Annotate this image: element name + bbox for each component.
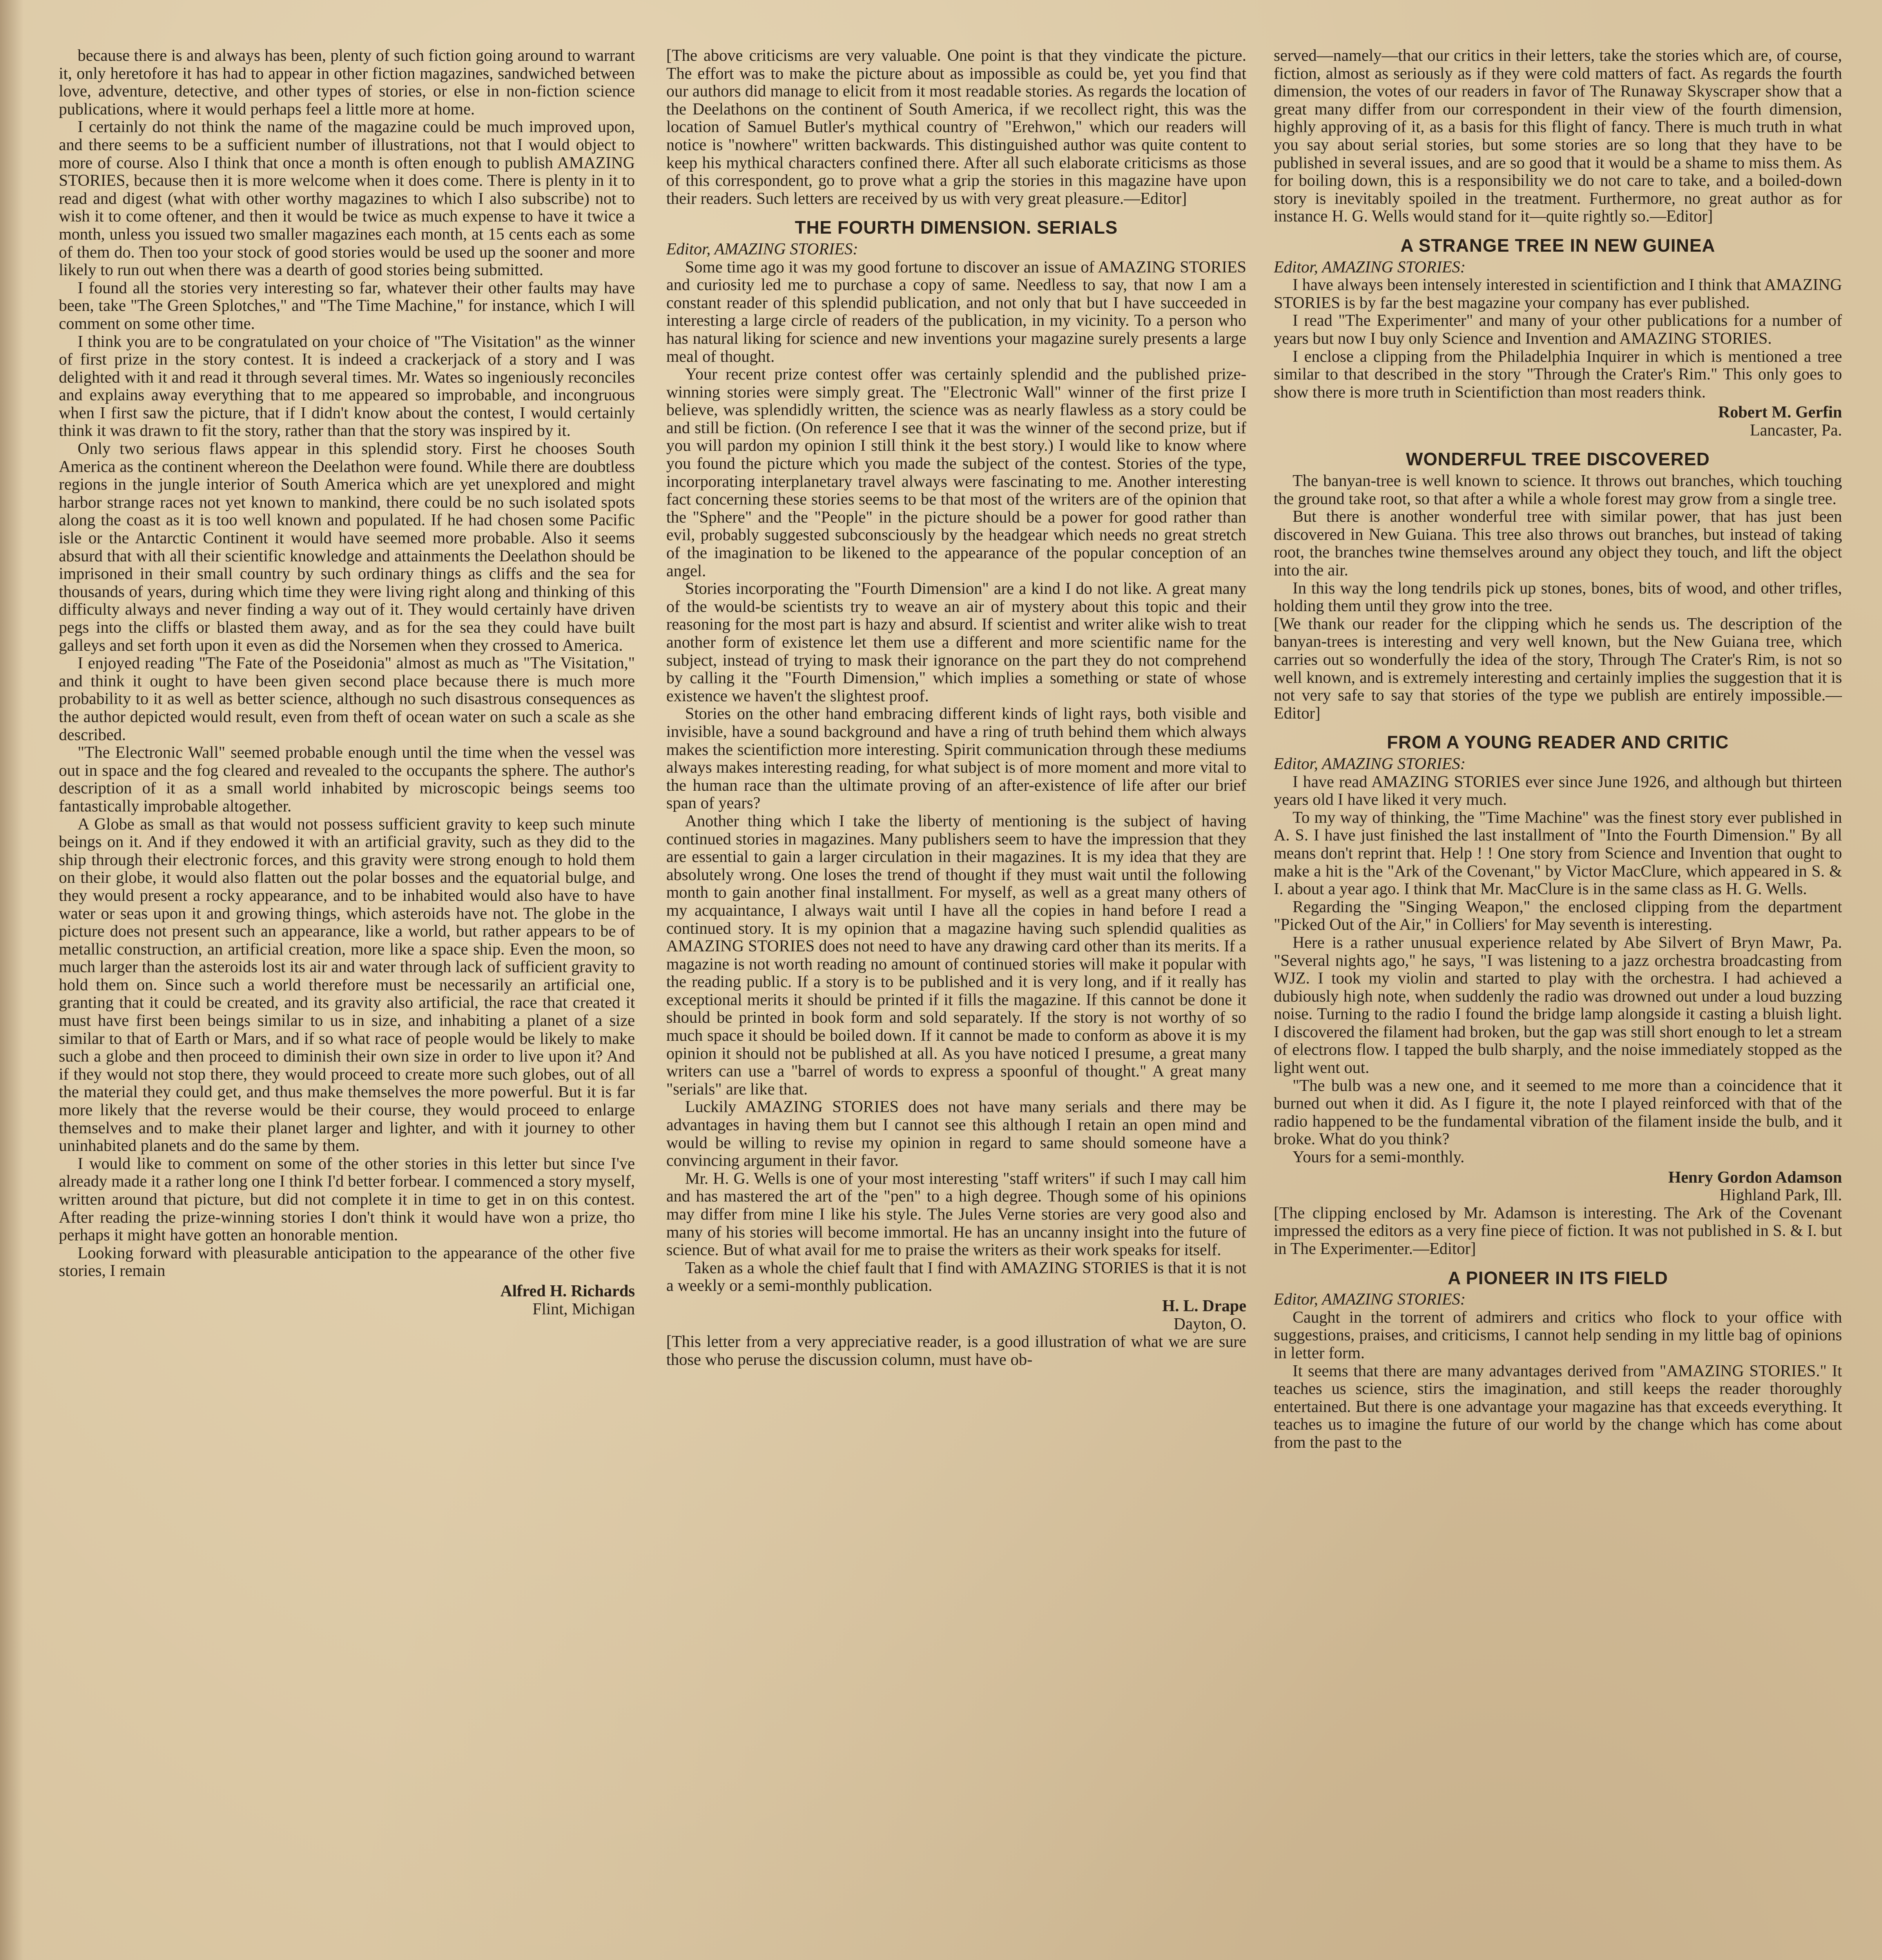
column-left [59, 47, 635, 1960]
letter-paragraph: I certainly do not think the name of the magazine could be much improved upon, and there seems to be a sufficient number of illustrations, not that I would object to more of course. Also I think that once a month is often enough to publish AMAZING STORIES, because then it is more welcome when it does come. There is plenty in it to read and digest (what with other worthy magazines to which I also subscribe) not to wish it to come oftener, and then it would be twice as much expense to have it twice a month, unless you issued two smaller magazines each month, at 15 cents each as some of them do. Then too your stock of good stories would be used up the sooner and more likely to run out when there was a dearth of good stories being submitted. [59, 118, 635, 279]
column-middle [666, 47, 1246, 1960]
section-heading: A STRANGE TREE IN NEW GUINEA [1400, 235, 1715, 256]
letter-paragraph: I enclose a clipping from the Philadelphia Inquirer in which is mentioned a tree similar to that described in the story "Through the Crater's Rim." This only goes to show there is more truth in Scientifiction than most readers think. [1274, 347, 1842, 401]
letter-paragraph: Your recent prize contest offer was certainly splendid and the published prize-winning stories were simply great. The "Electronic Wall" winner of the first prize I believe, was splendidly written, the science was as nearly flawless as a story could be and still be fiction. (On reference I see that it was the winner of the second prize, but if you will pardon my opinion I still think it the best story.) I would like to know where you found the picture which you made the subject of the contest. Stories of the type, incorporating interplanetary travel always were fascinating to me. Another interesting fact concerning these stories seems to be that most of the writers are of the opinion that the "Sphere" and the "People" in the picture should be a power for good rather than evil, probably suggested subconsciously by the headgear which needs no great stretch of the imagination to be likened to the appearance of the popular conception of an angel. [666, 365, 1246, 580]
letter-paragraph: A Globe as small as that would not possess sufficient gravity to keep such minute beings on it. And if they endowed it with an artificial gravity, such as they did to the ship through their electronic forces, and this gravity were strong enough to hold them on their globe, it would also flatten out the polar bosses and the equatorial bulge, and they would present a rocky appearance, and to be inhabited would also have to have water or seas upon it and growing things, which asteroids have not. The globe in the picture does not present such an appearance, like a world, but rather appears to be of metallic construction, an artificial creation, more like a space ship. Even the moon, so much larger than the asteroids lost its air and water through lack of sufficient gravity to hold them on. Since such a world therefore must be necessarily an artificial one, granting that it could be created, and its gravity also artificial, the race that created it must have first been beings similar to us in size, and inhabiting a planet of a size similar to that of Earth or Mars, and if so what race of people would be likely to make such a globe and then proceed to diminish their own size in order to live upon it? And if they would not stop there, they would proceed to create more such globes, out of all the material they could get, and thus make themselves the more powerful. But it is far more likely that the reverse would be their course, they would proceed to enlarge themselves and to make their planet larger and lighter, and with it journey to other uninhabited planets and do the same by them. [59, 815, 635, 1155]
letter-location: Lancaster, Pa. [1750, 421, 1842, 439]
letter-paragraph: The banyan-tree is well known to science. It throws out branches, which touching the ground take root, so that after a while a whole forest may grow from a single tree. [1274, 472, 1842, 508]
editor-salutation: Editor, AMAZING STORIES: [1274, 258, 1466, 276]
letter-paragraph: because there is and always has been, plenty of such fiction going around to warrant it, only heretofore it has had to appear in other fiction magazines, sandwiched between love, adventure, detective, and other types of stories, or else in non-fiction science publications, where it would perhaps feel a little more at home. [59, 47, 635, 118]
letter-paragraph: Another thing which I take the liberty of mentioning is the subject of having continued stories in magazines. Many publishers seem to have the impression that they are essential to gain a larger circulation in their magazines. It is my idea that they are absolutely wrong. One loses the trend of thought if they must wait until the following month to gain another final installment. For myself, as well as a great many others of my acquaintance, I always wait until I have all the copies in hand before I read a continued story. It is my opinion that a magazine having such splendid qualities as AMAZING STORIES does not need to have any drawing card other than its merits. If a magazine is not worth reading no amount of continued stories will make it popular with the reading public. If a story is to be published and it is very long, and if it really has exceptional merits it should be printed if it fills the magazine. If this cannot be done it should be printed in book form and sold separately. If the story is not worthy of so much space it should be boiled down. If it cannot be made to conform as above it is my opinion it should not be published at all. As you have noticed I presume, a great many writers can use a "barrel of words to express a spoonful of thought." A great many "serials" are like that. [666, 812, 1246, 1098]
letter-paragraph: Mr. H. G. Wells is one of your most interesting "staff writers" if such I may call him and has mastered the art of the "pen" to a high degree. Though some of his opinions may differ from mine I like his style. The Jules Verne stories are very good also and many of his stories will become immortal. He has an uncanny insight into the future of science. But of what avail for me to praise the writers as their work speaks for itself. [666, 1169, 1246, 1259]
letter-paragraph: It seems that there are many advantages derived from "AMAZING STORIES." It teaches us science, stirs the imagination, and still keeps the reader thoroughly entertained. But there is one advantage your magazine has that exceeds everything. It teaches us to imagine the future of our world by the change which has come about from the past to the [1274, 1362, 1842, 1452]
editor-salutation: Editor, AMAZING STORIES: [666, 240, 858, 258]
letter-paragraph: I found all the stories very interesting so far, whatever their other faults may have been, take "The Green Splotches," and "The Time Machine," for instance, which I will comment on some other time. [59, 279, 635, 333]
letter-paragraph: In this way the long tendrils pick up stones, bones, bits of wood, and other trifles, holding them until they grow into the tree. [1274, 579, 1842, 615]
section-heading: A PIONEER IN ITS FIELD [1447, 1267, 1668, 1288]
letter-location: Dayton, O. [1173, 1315, 1246, 1333]
letter-paragraph: Yours for a semi-monthly. [1293, 1148, 1465, 1167]
editor-note: served—namely—that our critics in their letters, take the stories which are, of course, fiction, almost as seriously as if they were cold matters of fact. As regards the fourth dimension, the votes of our readers in favor of The Runaway Skyscraper show that a great many differ from our correspondent in their view of the fourth dimension, highly approving of it, as a basis for this flight of fancy. There is much truth in what you say about serial stories, but some stories are so long that they have to be published in several issues, and are so good that it would be a shame to miss them. As for boiling down, this is a responsibility we do not care to take, and a boiled-down story is inevitably spoiled in the treatment. Furthermore, no great author as for instance H. G. Wells would stand for it—quite rightly so.—Editor] [1274, 47, 1842, 226]
letter-paragraph: "The bulb was a new one, and it seemed to me more than a coincidence that it burned out when it did. As I figure it, the note I played reinforced with that of the radio happened to be the fundamental vibration of the filament inside the bulb, and it broke. What do you think? [1274, 1076, 1842, 1149]
letter-paragraph: Some time ago it was my good fortune to discover an issue of AMAZING STORIES and curiosity led me to purchase a copy of same. Needless to say, that now I am a constant reader of this splendid publication, and not only that but I have succeeded in interesting a large circle of readers of the publication, in my vicinity. To a person who has natural liking for science and new inventions your magazine surely presents a large meal of thought. [666, 258, 1246, 366]
letter-paragraph: Stories incorporating the "Fourth Dimension" are a kind I do not like. A great many of the would-be scientists try to weave an air of mystery about this topic and their reasoning for the most part is hazy and absurd. If scientist and writer alike wish to treat another form of existence let them use a different and more scientific name for the subject, instead of trying to mask their ignorance on the part they do not comprehend by calling it the "Fourth Dimension," which implies a something or state of whose existence we haven't the slightest proof. [666, 580, 1246, 705]
letter-signature: Robert M. Gerfin [1718, 403, 1842, 422]
letter-paragraph: I have always been intensely interested in scientifiction and I think that AMAZING STORIES is by far the best magazine your company has ever published. [1274, 276, 1842, 312]
editor-note: [The clipping enclosed by Mr. Adamson is interesting. The Ark of the Covenant impressed the editors as a very fine piece of fiction. It was not published in S. & I. but in The Experimenter.—Editor] [1274, 1204, 1842, 1258]
letter-location: Flint, Michigan [532, 1300, 635, 1318]
letter-paragraph: Here is a rather unusual experience related by Abe Silvert of Bryn Mawr, Pa. "Several nights ago," he says, "I was listening to a jazz orchestra broadcasting from WJZ. I took my violin and started to play with the orchestra. I had achieved a dubiously high note, when suddenly the radio was drowned out under a loud buzzing noise. Turning to the radio I found the bridge lamp alongside it casting a bluish light. I discovered the filament had broken, but the gap was still short enough to let a stream of electrons flow. I tapped the bulb sharply, and the noise immediately stopped as the light went out. [1274, 933, 1842, 1077]
page-shadow-left [0, 0, 24, 1960]
letter-location: Highland Park, Ill. [1719, 1186, 1842, 1205]
letter-paragraph: Only two serious flaws appear in this splendid story. First he chooses South America as the continent whereon the Deelathon were found. While there are doubtless regions in the jungle interior of South America which are yet unexplored and might harbor strange races not yet known to mankind, there could be no such isolated spots along the coast as it is too well known and populated. If he had chosen some Pacific isle or the Antarctic Continent it would have seemed more probable. Also it seems absurd that with all their scientific knowledge and attainments the Deelathon should be imprisoned in their small country by such ordinary things as cliffs and the sea for thousands of years, during which time they were living right along and thinking of this difficulty always and never finding a way out of it. They would certainly have driven pegs into the cliffs or blasted them away, and as for the sea they could have built galleys and set forth upon it even as did the Norsemen when they crossed to America. [59, 440, 635, 655]
letter-paragraph: Taken as a whole the chief fault that I find with AMAZING STORIES is that it is not a weekly or a semi-monthly publication. [666, 1259, 1246, 1295]
editor-note: [The above criticisms are very valuable. One point is that they vindicate the picture. The effort was to make the picture about as impossible as could be, yet you find that our authors did manage to elicit from it most readable stories. As regards the location of the Deelathons on the continent of South America, if we recollect right, this was the location of Samuel Butler's mythical country of "Erehwon," which our readers will notice is "nowhere" written backwards. This distinguished author was quite content to keep his mythical characters confined there. After all such elaborate criticisms as those of this correspondent, go to prove what a grip the stories in this magazine have upon their readers. Such letters are received by us with very great pleasure.—Editor] [666, 47, 1246, 208]
letter-paragraph: Looking forward with pleasurable anticipation to the appearance of the other five stories, I remain [59, 1244, 635, 1280]
letter-paragraph: I have read AMAZING STORIES ever since June 1926, and although but thirteen years old I have liked it very much. [1274, 773, 1842, 809]
letter-signature: H. L. Drape [1162, 1297, 1246, 1315]
letter-paragraph: I enjoyed reading "The Fate of the Poseidonia" almost as much as "The Visitation," and think it ought to have been given second place because there is much more probability to it as well as better science, although no such disastrous consequences as the author depicted would result, even from theft of ocean water on such a scale as she described. [59, 654, 635, 744]
letter-signature: Henry Gordon Adamson [1668, 1168, 1842, 1187]
editor-note: [We thank our reader for the clipping which he sends us. The description of the banyan-trees is interesting and very well known, but the New Guiana tree, which carries out so wonderfully the idea of the story, Through The Crater's Rim, is not so well known, and is extremely interesting and certainly implies the suggestion that it is not very safe to say that stories of the type we publish are entirely impossible.—Editor] [1274, 615, 1842, 722]
section-heading: WONDERFUL TREE DISCOVERED [1406, 449, 1710, 470]
letter-paragraph: "The Electronic Wall" seemed probable enough until the time when the vessel was out in space and the fog cleared and revealed to the occupants the sphere. The author's description of it as a small world inhabited by microscopic beings seems too fantastically improbable altogether. [59, 744, 635, 815]
letter-paragraph: Regarding the "Singing Weapon," the enclosed clipping from the department "Picked Out of the Air," in Colliers' for May seventh is interesting. [1274, 898, 1842, 934]
letter-paragraph: Caught in the torrent of admirers and critics who flock to your office with suggestions, praises, and criticisms, I cannot help sending in my little bag of opinions in letter form. [1274, 1308, 1842, 1362]
letter-paragraph: I read "The Experimenter" and many of your other publications for a number of years but now I buy only Science and Invention and AMAZING STORIES. [1274, 312, 1842, 348]
letter-paragraph: I think you are to be congratulated on your choice of "The Visitation" as the winner of first prize in the story contest. It is indeed a crackerjack of a story and I was delighted with it and read it through several times. Mr. Wates so ingeniously reconciles and explains away everything that to me appeared so improbable, and incongruous when I first saw the picture, that if I didn't know about the contest, I would certainly think it was drawn to fit the story, rather than that the story was inspired by it. [59, 332, 635, 440]
letter-paragraph: Luckily AMAZING STORIES does not have many serials and there may be advantages in having them but I cannot see this although I retain an open mind and would be willing to revise my opinion in regard to same should someone have a convincing argument in their favor. [666, 1098, 1246, 1170]
editor-salutation: Editor, AMAZING STORIES: [1274, 1290, 1466, 1309]
letter-signature: Alfred H. Richards [500, 1282, 635, 1300]
section-heading: FROM A YOUNG READER AND CRITIC [1387, 732, 1729, 753]
editor-salutation: Editor, AMAZING STORIES: [1274, 755, 1466, 773]
editor-note: [This letter from a very appreciative reader, is a good illustration of what we are sure those who peruse the discussion column, must have ob- [666, 1333, 1246, 1369]
letter-paragraph: I would like to comment on some of the other stories in this letter but since I've already made it a rather long one I think I'd better forbear. I commenced a story myself, written around that picture, but did not complete it in time to get in on this contest. After reading the prize-winning stories I don't think it would have won a prize, tho perhaps it might have gotten an honorable mention. [59, 1154, 635, 1245]
letter-paragraph: To my way of thinking, the "Time Machine" was the finest story ever published in A. S. I have just finished the last installment of "Into the Fourth Dimension." By all means don't reprint that. Help ! ! One story from Science and Invention that ought to make a hit is the "Ark of the Covenant," by Victor MacClure, which appeared in S. & I. about a year ago. I think that Mr. MacClure is in the same class as H. G. Wells. [1274, 808, 1842, 898]
column-right [1274, 47, 1842, 1960]
letter-paragraph: Stories on the other hand embracing different kinds of light rays, both visible and invisible, have a sound background and have a ring of truth behind them which always makes the scientifiction more interesting. Spirit communication through these mediums always makes interesting reading, for what subject is of more moment and more vital to the human race than the ultimate proving of an after-existence of life after our brief span of years? [666, 705, 1246, 813]
section-heading: THE FOURTH DIMENSION. SERIALS [795, 217, 1118, 238]
letter-paragraph: But there is another wonderful tree with similar power, that has just been discovered in New Guiana. This tree also throws out branches, but instead of taking root, the branches twine themselves around any object they touch, and lift the object into the air. [1274, 508, 1842, 580]
